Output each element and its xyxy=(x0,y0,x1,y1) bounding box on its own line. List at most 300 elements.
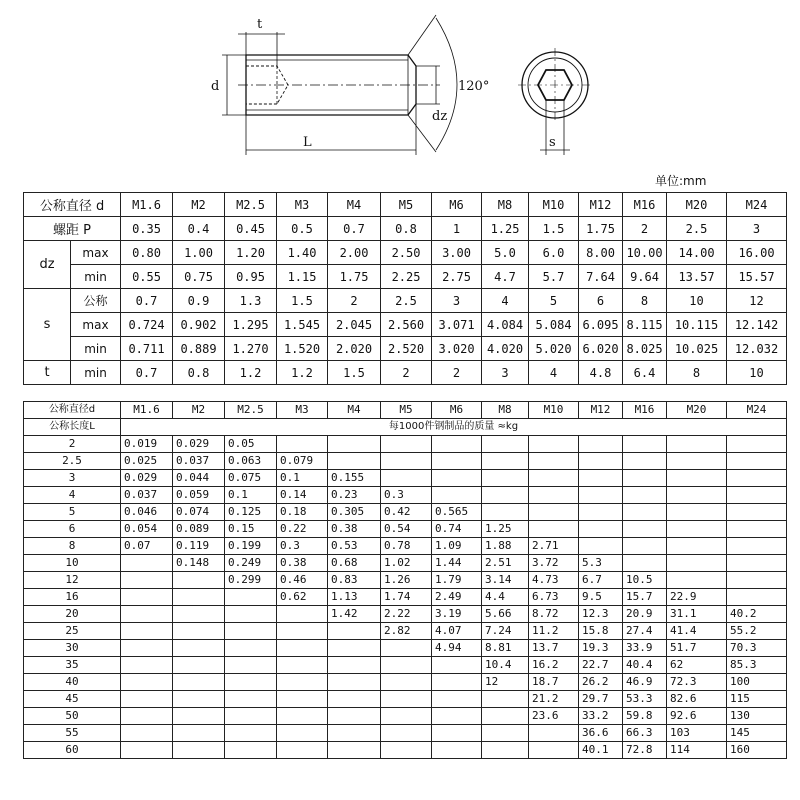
length-cell: 6 xyxy=(24,521,121,538)
mass-value-cell xyxy=(529,504,579,521)
mass-value-cell xyxy=(667,470,727,487)
spec-value-cell: M8 xyxy=(482,193,529,217)
spec-value-cell: 4.020 xyxy=(482,337,529,361)
mass-value-cell: 9.5 xyxy=(579,589,623,606)
mass-value-cell xyxy=(381,674,432,691)
mass-value-cell xyxy=(529,742,579,759)
mass-value-cell: 160 xyxy=(727,742,787,759)
mass-value-cell xyxy=(225,640,277,657)
table-row xyxy=(24,640,787,657)
mass-value-cell xyxy=(173,623,225,640)
spec-value-cell: 16.00 xyxy=(727,241,787,265)
mass-value-cell: 27.4 xyxy=(623,623,667,640)
mass-size-header-cell: M5 xyxy=(381,402,432,419)
mass-value-cell xyxy=(579,470,623,487)
spec-value-cell: 6.4 xyxy=(623,361,667,385)
mass-value-cell: 2.82 xyxy=(381,623,432,640)
table-row xyxy=(24,402,787,419)
spec-value-cell: 0.4 xyxy=(173,217,225,241)
table-row xyxy=(24,691,787,708)
nominal-label-cell: 公称 xyxy=(71,289,121,313)
mass-value-cell xyxy=(579,521,623,538)
mass-size-header-cell: M24 xyxy=(727,402,787,419)
mass-value-cell: 59.8 xyxy=(623,708,667,725)
mass-value-cell xyxy=(381,453,432,470)
mass-value-cell: 2.71 xyxy=(529,538,579,555)
mass-value-cell: 0.199 xyxy=(225,538,277,555)
mass-value-cell: 0.78 xyxy=(381,538,432,555)
mass-value-cell: 0.3 xyxy=(277,538,328,555)
spec-value-cell: 1.520 xyxy=(277,337,328,361)
spec-value-cell: 3 xyxy=(432,289,482,313)
mass-value-cell: 0.299 xyxy=(225,572,277,589)
spec-value-cell: M4 xyxy=(328,193,381,217)
spec-value-cell: 1.295 xyxy=(225,313,277,337)
mass-size-header-cell: M20 xyxy=(667,402,727,419)
mass-value-cell: 29.7 xyxy=(579,691,623,708)
mass-value-cell: 22.7 xyxy=(579,657,623,674)
spec-value-cell: 3 xyxy=(482,361,529,385)
spec-table xyxy=(23,192,787,385)
spec-value-cell: 6.095 xyxy=(579,313,623,337)
spec-value-cell: 1.20 xyxy=(225,241,277,265)
mass-table-body xyxy=(24,402,787,759)
mass-value-cell: 0.054 xyxy=(121,521,173,538)
mass-value-cell xyxy=(173,640,225,657)
spec-value-cell: 15.57 xyxy=(727,265,787,289)
spec-value-cell: 1.545 xyxy=(277,313,328,337)
mass-value-cell: 11.2 xyxy=(529,623,579,640)
length-cell: 2.5 xyxy=(24,453,121,470)
spec-value-cell: 9.64 xyxy=(623,265,667,289)
mass-value-cell: 1.44 xyxy=(432,555,482,572)
table-row xyxy=(24,572,787,589)
mass-value-cell: 5.3 xyxy=(579,555,623,572)
mass-value-cell xyxy=(277,708,328,725)
spec-value-cell: 5.0 xyxy=(482,241,529,265)
mass-value-cell: 0.3 xyxy=(381,487,432,504)
mass-value-cell: 0.15 xyxy=(225,521,277,538)
mass-value-cell: 0.565 xyxy=(432,504,482,521)
mass-value-cell: 0.05 xyxy=(225,436,277,453)
mass-value-cell: 0.063 xyxy=(225,453,277,470)
mass-size-header-cell: M10 xyxy=(529,402,579,419)
spec-value-cell: M10 xyxy=(529,193,579,217)
spec-value-cell: 6 xyxy=(579,289,623,313)
mass-value-cell xyxy=(432,487,482,504)
mass-value-cell: 15.8 xyxy=(579,623,623,640)
length-cell: 3 xyxy=(24,470,121,487)
mass-value-cell: 4.94 xyxy=(432,640,482,657)
mass-value-cell xyxy=(529,521,579,538)
length-cell: 30 xyxy=(24,640,121,657)
spec-value-cell: M1.6 xyxy=(121,193,173,217)
set-screw-drawing xyxy=(0,0,800,170)
spec-value-cell: 12 xyxy=(727,289,787,313)
spec-value-cell: 10 xyxy=(667,289,727,313)
table-row xyxy=(24,193,787,217)
mass-value-cell: 4.07 xyxy=(432,623,482,640)
spec-value-cell: 5.084 xyxy=(529,313,579,337)
mass-length-label-cell: 公称长度L xyxy=(24,419,121,436)
spec-value-cell: 10 xyxy=(727,361,787,385)
spec-value-cell: 0.7 xyxy=(121,361,173,385)
table-row xyxy=(24,538,787,555)
length-cell: 8 xyxy=(24,538,121,555)
mass-value-cell xyxy=(529,487,579,504)
mass-value-cell: 0.046 xyxy=(121,504,173,521)
mass-value-cell xyxy=(328,674,381,691)
mass-value-cell xyxy=(482,453,529,470)
mass-value-cell xyxy=(173,657,225,674)
spec-value-cell: 4.084 xyxy=(482,313,529,337)
spec-value-cell: 10.115 xyxy=(667,313,727,337)
mass-value-cell: 0.18 xyxy=(277,504,328,521)
spec-value-cell: 1.15 xyxy=(277,265,328,289)
mass-value-cell xyxy=(623,487,667,504)
spec-value-cell: 4 xyxy=(482,289,529,313)
spec-value-cell: 4 xyxy=(529,361,579,385)
mass-value-cell xyxy=(173,589,225,606)
spec-value-cell: 0.889 xyxy=(173,337,225,361)
mass-value-cell xyxy=(381,691,432,708)
spec-value-cell: M2.5 xyxy=(225,193,277,217)
table-row xyxy=(24,337,787,361)
mass-caption-cell: 每1000件钢制品的质量 ≈kg xyxy=(121,419,787,436)
mass-value-cell: 3.72 xyxy=(529,555,579,572)
length-cell: 2 xyxy=(24,436,121,453)
min-label-cell: min xyxy=(71,265,121,289)
mass-value-cell xyxy=(482,470,529,487)
table-row xyxy=(24,265,787,289)
mass-value-cell xyxy=(121,555,173,572)
mass-value-cell: 4.73 xyxy=(529,572,579,589)
mass-value-cell: 40.1 xyxy=(579,742,623,759)
spec-value-cell: 0.95 xyxy=(225,265,277,289)
mass-value-cell xyxy=(623,555,667,572)
mass-value-cell: 0.125 xyxy=(225,504,277,521)
mass-value-cell: 5.66 xyxy=(482,606,529,623)
table-row xyxy=(24,453,787,470)
mass-value-cell xyxy=(173,674,225,691)
mass-size-header-cell: M4 xyxy=(328,402,381,419)
spec-value-cell: 6.020 xyxy=(579,337,623,361)
mass-value-cell: 0.059 xyxy=(173,487,225,504)
spec-value-cell: 0.711 xyxy=(121,337,173,361)
mass-value-cell xyxy=(277,691,328,708)
mass-value-cell xyxy=(173,742,225,759)
spec-value-cell: 8 xyxy=(667,361,727,385)
spec-value-cell: 0.724 xyxy=(121,313,173,337)
spec-value-cell: 2.520 xyxy=(381,337,432,361)
mass-value-cell xyxy=(121,725,173,742)
mass-value-cell xyxy=(432,453,482,470)
mass-value-cell xyxy=(277,606,328,623)
spec-value-cell: 1.2 xyxy=(277,361,328,385)
spec-value-cell: 1 xyxy=(432,217,482,241)
mass-value-cell: 1.13 xyxy=(328,589,381,606)
table-row xyxy=(24,241,787,265)
mass-value-cell: 0.46 xyxy=(277,572,328,589)
spec-value-cell: 0.7 xyxy=(328,217,381,241)
mass-value-cell xyxy=(121,657,173,674)
mass-value-cell: 1.79 xyxy=(432,572,482,589)
length-cell: 12 xyxy=(24,572,121,589)
spec-value-cell: 13.57 xyxy=(667,265,727,289)
mass-value-cell: 0.38 xyxy=(328,521,381,538)
table-row xyxy=(24,742,787,759)
mass-value-cell: 0.305 xyxy=(328,504,381,521)
mass-value-cell: 40.4 xyxy=(623,657,667,674)
mass-value-cell xyxy=(121,623,173,640)
mass-value-cell xyxy=(328,691,381,708)
mass-value-cell: 0.62 xyxy=(277,589,328,606)
mass-value-cell xyxy=(173,725,225,742)
mass-size-header-cell: M2 xyxy=(173,402,225,419)
mass-value-cell xyxy=(121,589,173,606)
spec-value-cell: 0.55 xyxy=(121,265,173,289)
mass-value-cell xyxy=(381,742,432,759)
mass-value-cell xyxy=(225,691,277,708)
mass-value-cell xyxy=(727,589,787,606)
mass-value-cell xyxy=(328,657,381,674)
unit-label: 单位:mm xyxy=(655,174,707,188)
mass-value-cell: 0.83 xyxy=(328,572,381,589)
table-row xyxy=(24,313,787,337)
mass-size-header-cell: M12 xyxy=(579,402,623,419)
length-cell: 4 xyxy=(24,487,121,504)
mass-value-cell xyxy=(432,657,482,674)
spec-value-cell: 4.8 xyxy=(579,361,623,385)
mass-value-cell xyxy=(225,725,277,742)
spec-value-cell: 2.045 xyxy=(328,313,381,337)
table-row xyxy=(24,419,787,436)
table-row xyxy=(24,504,787,521)
mass-value-cell: 3.19 xyxy=(432,606,482,623)
table-row xyxy=(24,521,787,538)
s-dimension-label: s xyxy=(549,135,556,150)
mass-value-cell: 3.14 xyxy=(482,572,529,589)
length-cell: 25 xyxy=(24,623,121,640)
dz-label-cell: dz xyxy=(24,241,71,289)
mass-value-cell xyxy=(623,436,667,453)
mass-value-cell xyxy=(121,572,173,589)
mass-value-cell: 1.74 xyxy=(381,589,432,606)
mass-value-cell: 6.7 xyxy=(579,572,623,589)
spec-value-cell: 2.25 xyxy=(381,265,432,289)
table-row xyxy=(24,708,787,725)
mass-value-cell: 13.7 xyxy=(529,640,579,657)
mass-value-cell xyxy=(225,589,277,606)
mass-value-cell xyxy=(529,725,579,742)
angle-label: 120° xyxy=(458,79,490,94)
mass-value-cell xyxy=(328,742,381,759)
mass-value-cell: 0.38 xyxy=(277,555,328,572)
spec-value-cell: 0.5 xyxy=(277,217,328,241)
spec-value-cell: 0.8 xyxy=(173,361,225,385)
mass-value-cell xyxy=(667,453,727,470)
spec-value-cell: 4.7 xyxy=(482,265,529,289)
mass-value-cell xyxy=(727,521,787,538)
mass-value-cell xyxy=(225,657,277,674)
mass-value-cell xyxy=(579,453,623,470)
mass-value-cell xyxy=(529,453,579,470)
spec-value-cell: 1.75 xyxy=(328,265,381,289)
mass-value-cell: 2.49 xyxy=(432,589,482,606)
mass-value-cell: 0.155 xyxy=(328,470,381,487)
mass-diameter-label-cell: 公称直径d xyxy=(24,402,121,419)
mass-value-cell xyxy=(328,623,381,640)
t-dimension-label: t xyxy=(257,17,263,32)
mass-value-cell xyxy=(579,436,623,453)
max-label-cell: max xyxy=(71,313,121,337)
mass-value-cell xyxy=(277,640,328,657)
mass-value-cell xyxy=(173,606,225,623)
mass-value-cell xyxy=(529,436,579,453)
spec-value-cell: 2 xyxy=(623,217,667,241)
mass-value-cell: 40.2 xyxy=(727,606,787,623)
mass-value-cell: 51.7 xyxy=(667,640,727,657)
mass-value-cell: 10.5 xyxy=(623,572,667,589)
mass-value-cell: 0.037 xyxy=(121,487,173,504)
mass-value-cell xyxy=(667,555,727,572)
spec-value-cell: 2.50 xyxy=(381,241,432,265)
spec-value-cell: 2.75 xyxy=(432,265,482,289)
mass-value-cell xyxy=(623,538,667,555)
mass-value-cell xyxy=(381,725,432,742)
mass-value-cell: 55.2 xyxy=(727,623,787,640)
mass-value-cell xyxy=(579,538,623,555)
spec-value-cell: 0.8 xyxy=(381,217,432,241)
mass-value-cell: 1.02 xyxy=(381,555,432,572)
mass-value-cell xyxy=(667,504,727,521)
d-dimension-label: d xyxy=(211,79,220,94)
spec-value-cell: 0.7 xyxy=(121,289,173,313)
mass-value-cell: 36.6 xyxy=(579,725,623,742)
mass-value-cell: 20.9 xyxy=(623,606,667,623)
mass-value-cell xyxy=(482,725,529,742)
mass-value-cell xyxy=(727,453,787,470)
spec-value-cell: 5.7 xyxy=(529,265,579,289)
spec-table-body xyxy=(24,193,787,385)
mass-value-cell: 85.3 xyxy=(727,657,787,674)
mass-value-cell: 103 xyxy=(667,725,727,742)
mass-value-cell xyxy=(121,674,173,691)
mass-value-cell: 12 xyxy=(482,674,529,691)
spec-value-cell: 12.032 xyxy=(727,337,787,361)
mass-value-cell xyxy=(667,487,727,504)
mass-size-header-cell: M6 xyxy=(432,402,482,419)
mass-value-cell: 1.42 xyxy=(328,606,381,623)
spec-value-cell: M12 xyxy=(579,193,623,217)
mass-value-cell xyxy=(432,436,482,453)
mass-value-cell: 0.089 xyxy=(173,521,225,538)
mass-value-cell xyxy=(173,708,225,725)
mass-size-header-cell: M8 xyxy=(482,402,529,419)
spec-value-cell: 1.40 xyxy=(277,241,328,265)
spec-value-cell: 2.5 xyxy=(667,217,727,241)
mass-value-cell: 0.54 xyxy=(381,521,432,538)
spec-value-cell: 3 xyxy=(727,217,787,241)
mass-value-cell: 22.9 xyxy=(667,589,727,606)
spec-value-cell: 2.020 xyxy=(328,337,381,361)
mass-value-cell xyxy=(173,572,225,589)
min-label-cell: min xyxy=(71,361,121,385)
mass-value-cell: 6.73 xyxy=(529,589,579,606)
spec-value-cell: 8.115 xyxy=(623,313,667,337)
mass-value-cell: 100 xyxy=(727,674,787,691)
spec-value-cell: 12.142 xyxy=(727,313,787,337)
mass-value-cell xyxy=(328,453,381,470)
table-row xyxy=(24,657,787,674)
table-row xyxy=(24,289,787,313)
l-dimension-label: L xyxy=(303,135,312,150)
angle-arc xyxy=(436,18,457,150)
spec-value-cell: 10.00 xyxy=(623,241,667,265)
mass-value-cell: 0.025 xyxy=(121,453,173,470)
length-cell: 20 xyxy=(24,606,121,623)
mass-value-cell xyxy=(121,606,173,623)
spec-value-cell: 10.025 xyxy=(667,337,727,361)
spec-value-cell: M24 xyxy=(727,193,787,217)
mass-value-cell: 0.075 xyxy=(225,470,277,487)
mass-value-cell xyxy=(432,742,482,759)
mass-value-cell xyxy=(277,657,328,674)
mass-value-cell xyxy=(482,487,529,504)
length-cell: 40 xyxy=(24,674,121,691)
spec-value-cell: 0.35 xyxy=(121,217,173,241)
mass-value-cell: 33.9 xyxy=(623,640,667,657)
length-cell: 5 xyxy=(24,504,121,521)
spec-value-cell: 1.5 xyxy=(529,217,579,241)
mass-value-cell xyxy=(482,742,529,759)
mass-value-cell: 0.148 xyxy=(173,555,225,572)
spec-value-cell: M3 xyxy=(277,193,328,217)
length-cell: 16 xyxy=(24,589,121,606)
mass-value-cell xyxy=(667,572,727,589)
mass-value-cell xyxy=(727,538,787,555)
mass-value-cell: 0.68 xyxy=(328,555,381,572)
mass-value-cell: 0.74 xyxy=(432,521,482,538)
spec-value-cell: 3.00 xyxy=(432,241,482,265)
mass-value-cell xyxy=(121,708,173,725)
mass-value-cell xyxy=(277,725,328,742)
mass-value-cell xyxy=(121,640,173,657)
mass-value-cell: 0.1 xyxy=(225,487,277,504)
mass-value-cell: 0.019 xyxy=(121,436,173,453)
table-row xyxy=(24,361,787,385)
mass-value-cell: 1.88 xyxy=(482,538,529,555)
spec-value-cell: 1.5 xyxy=(277,289,328,313)
table-row xyxy=(24,436,787,453)
mass-value-cell xyxy=(432,470,482,487)
mass-value-cell: 1.09 xyxy=(432,538,482,555)
mass-value-cell xyxy=(381,708,432,725)
spec-value-cell: 14.00 xyxy=(667,241,727,265)
mass-value-cell: 130 xyxy=(727,708,787,725)
max-label-cell: max xyxy=(71,241,121,265)
table-row xyxy=(24,487,787,504)
mass-value-cell: 72.3 xyxy=(667,674,727,691)
mass-value-cell: 0.1 xyxy=(277,470,328,487)
spec-value-cell: 5 xyxy=(529,289,579,313)
spec-value-cell: 0.75 xyxy=(173,265,225,289)
dz-dimension-label: dz xyxy=(432,109,448,124)
spec-value-cell: 1.270 xyxy=(225,337,277,361)
mass-value-cell xyxy=(328,708,381,725)
mass-value-cell: 0.14 xyxy=(277,487,328,504)
mass-value-cell xyxy=(727,470,787,487)
